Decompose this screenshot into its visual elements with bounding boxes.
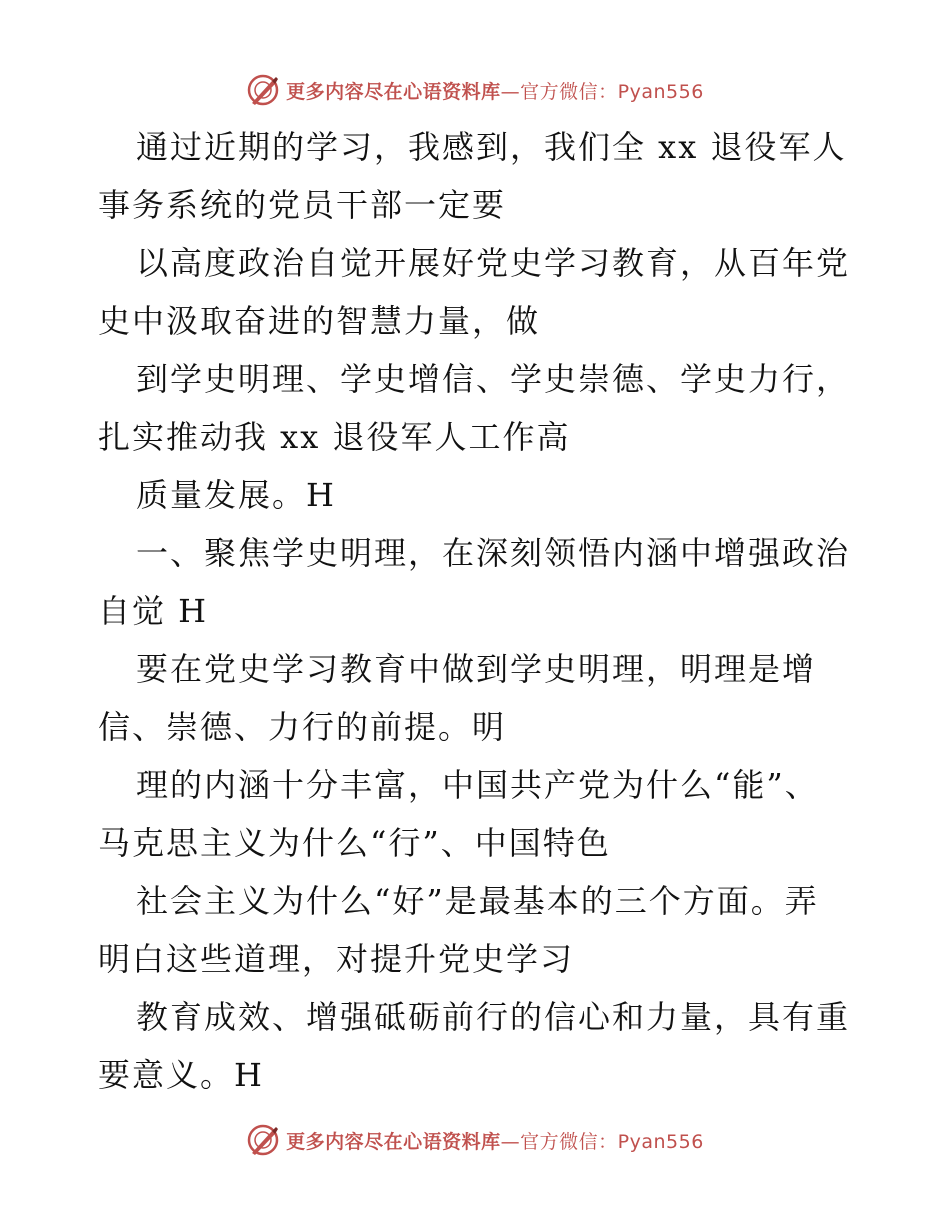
text-line: 信、崇德、力行的前提。明 (98, 708, 507, 746)
text-line: 史中汲取奋进的智慧力量，做 (98, 302, 541, 340)
text-line: 明白这些道理，对提升党史学习 (98, 940, 575, 978)
text-line: 马克思主义为什么“行”、中国特色 (98, 824, 611, 862)
text-line: 一、聚焦学史明理，在深刻领悟内涵中增强政治 (136, 534, 851, 572)
text-line: 要在党史学习教育中做到学史明理，明理是增 (136, 650, 817, 688)
text-line: 以高度政治自觉开展好党史学习教育，从百年党 (136, 244, 851, 282)
pen-logo-icon (246, 1123, 280, 1157)
pen-logo-icon (246, 73, 280, 107)
text-line: 到学史明理、学史增信、学史崇德、学史力行， (136, 360, 851, 398)
document-body (98, 118, 858, 1104)
header-banner-contact: 官方微信：Pyan556 (520, 80, 704, 103)
header-banner-text (286, 77, 704, 104)
footer-banner-title: 更多内容尽在心语资料库 (286, 1130, 501, 1153)
footer-banner (0, 1120, 950, 1160)
text-line: 要意义。H (98, 1056, 264, 1094)
text-line: 理的内涵十分丰富，中国共产党为什么“能”、 (136, 766, 819, 804)
footer-banner-text (286, 1127, 704, 1154)
header-banner-title: 更多内容尽在心语资料库 (286, 80, 501, 103)
text-line: 教育成效、增强砥砺前行的信心和力量，具有重 (136, 998, 851, 1036)
text-line: 扎实推动我 xx 退役军人工作高 (98, 418, 571, 456)
text-line: 社会主义为什么“好”是最基本的三个方面。弄 (136, 882, 819, 920)
header-banner-separator: — (500, 80, 521, 103)
footer-banner-contact: 官方微信：Pyan556 (520, 1130, 704, 1153)
text-line: 事务系统的党员干部一定要 (98, 186, 507, 224)
text-line: 自觉 H (98, 592, 209, 630)
text-line: 质量发展。H (136, 476, 336, 514)
header-banner (0, 70, 950, 110)
footer-banner-separator: — (500, 1130, 521, 1153)
text-line: 通过近期的学习，我感到，我们全 xx 退役军人 (136, 128, 847, 166)
